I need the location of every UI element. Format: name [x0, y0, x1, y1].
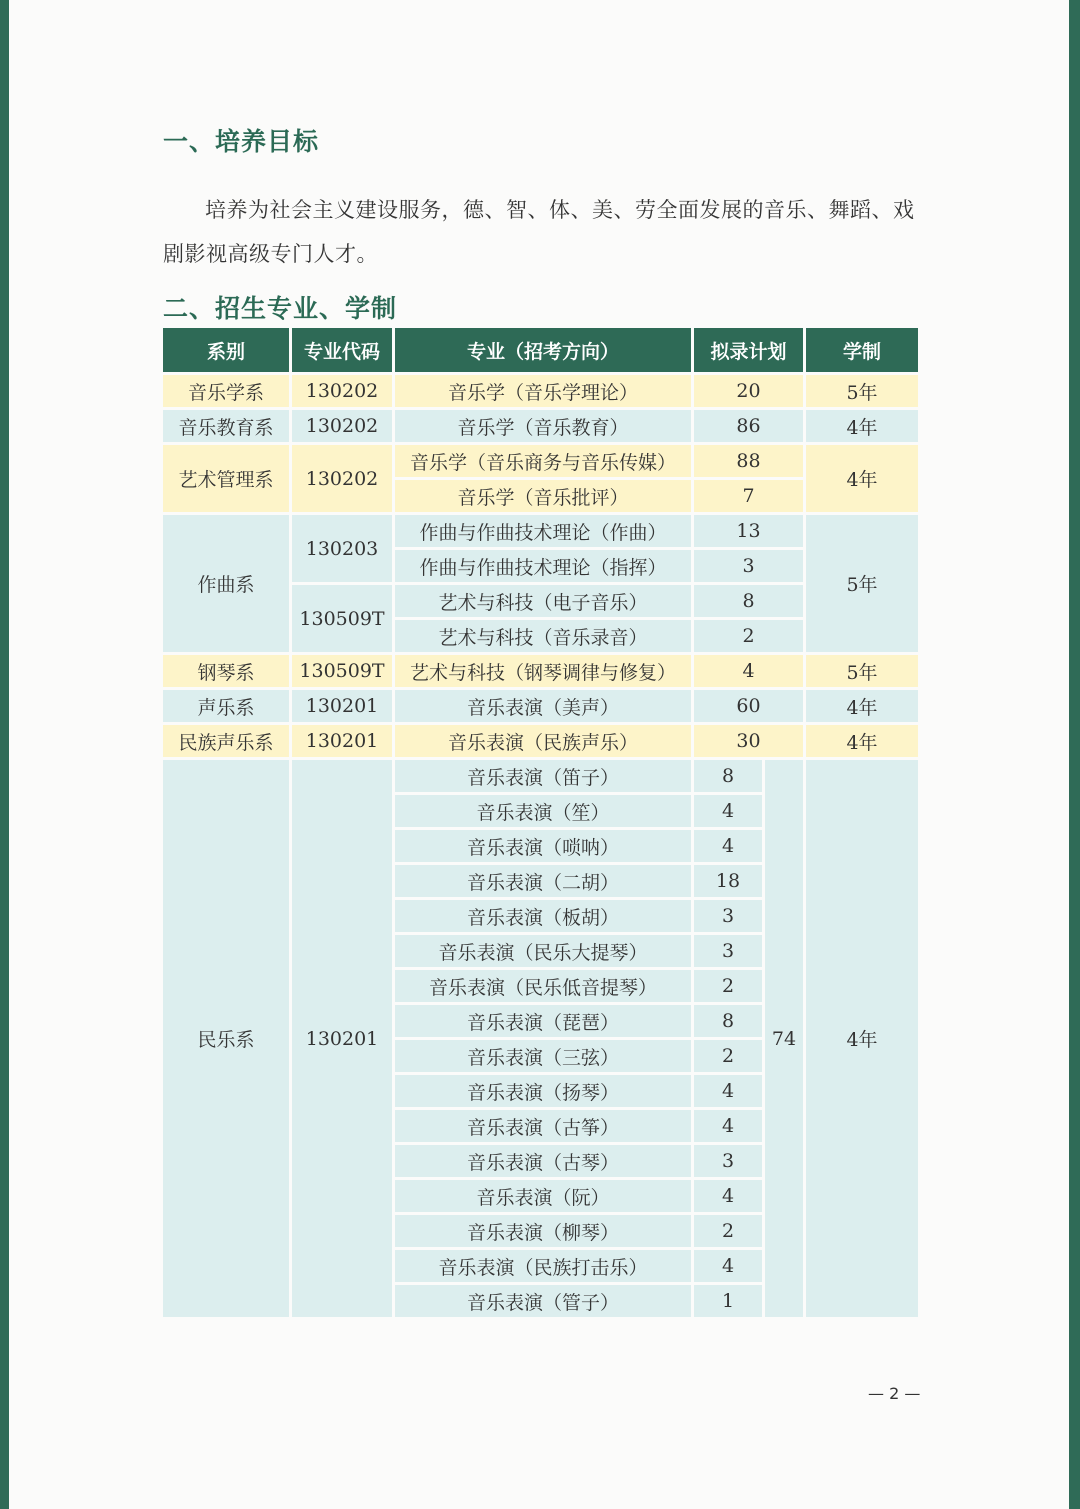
- years-cell: 4年: [806, 760, 918, 1317]
- plan-cell: 1: [694, 1285, 762, 1317]
- dept-cell: 作曲系: [163, 515, 289, 652]
- table-row: [163, 725, 918, 757]
- code-cell: 130202: [292, 375, 392, 407]
- years-cell: 5年: [806, 655, 918, 687]
- table-row: [163, 515, 918, 547]
- code-cell: 130509T: [292, 655, 392, 687]
- section-title-goal: 一、培养目标: [163, 127, 320, 156]
- section-title-majors: 二、招生专业、学制: [163, 294, 398, 323]
- plan-cell: 8: [694, 1005, 762, 1037]
- dept-cell: 民族声乐系: [163, 725, 289, 757]
- major-cell: 音乐表演（笙）: [395, 795, 691, 827]
- years-cell: 5年: [806, 515, 918, 652]
- major-cell: 音乐表演（民乐大提琴）: [395, 935, 691, 967]
- plan-cell: 20: [694, 375, 803, 407]
- plan-cell: 8: [694, 760, 762, 792]
- plan-cell: 2: [694, 1040, 762, 1072]
- plan-cell: 3: [694, 1145, 762, 1177]
- code-cell: 130203: [292, 515, 392, 582]
- header-code: 专业代码: [292, 328, 392, 372]
- major-cell: 音乐表演（古琴）: [395, 1145, 691, 1177]
- plan-total-cell: 74: [765, 760, 803, 1317]
- plan-cell: 3: [694, 900, 762, 932]
- years-cell: 4年: [806, 445, 918, 512]
- major-cell: 作曲与作曲技术理论（指挥）: [395, 550, 691, 582]
- plan-cell: 8: [694, 585, 803, 617]
- plan-cell: 88: [694, 445, 803, 477]
- table-row: [163, 655, 918, 687]
- code-cell: 130202: [292, 410, 392, 442]
- plan-cell: 7: [694, 480, 803, 512]
- plan-cell: 18: [694, 865, 762, 897]
- plan-cell: 86: [694, 410, 803, 442]
- major-cell: 音乐表演（扬琴）: [395, 1075, 691, 1107]
- plan-cell: 3: [694, 550, 803, 582]
- plan-cell: 4: [694, 1110, 762, 1142]
- major-cell: 音乐学（音乐教育）: [395, 410, 691, 442]
- table-header-row: [163, 328, 918, 372]
- major-cell: 音乐表演（三弦）: [395, 1040, 691, 1072]
- code-cell: 130202: [292, 445, 392, 512]
- header-major: 专业（招考方向）: [395, 328, 691, 372]
- major-cell: 音乐表演（管子）: [395, 1285, 691, 1317]
- plan-cell: 3: [694, 935, 762, 967]
- plan-cell: 4: [694, 1250, 762, 1282]
- dept-cell: 音乐教育系: [163, 410, 289, 442]
- plan-cell: 2: [694, 970, 762, 1002]
- major-cell: 音乐表演（琵琶）: [395, 1005, 691, 1037]
- plan-cell: 2: [694, 1215, 762, 1247]
- code-cell: 130201: [292, 760, 392, 1317]
- major-cell: 音乐表演（民乐低音提琴）: [395, 970, 691, 1002]
- header-plan: 拟录计划: [694, 328, 803, 372]
- major-cell: 音乐表演（柳琴）: [395, 1215, 691, 1247]
- dept-cell: 音乐学系: [163, 375, 289, 407]
- table-row: [163, 445, 918, 477]
- major-cell: 艺术与科技（钢琴调律与修复）: [395, 655, 691, 687]
- table-row: [163, 410, 918, 442]
- plan-cell: 60: [694, 690, 803, 722]
- code-cell: 130201: [292, 725, 392, 757]
- major-cell: 音乐表演（美声）: [395, 690, 691, 722]
- major-cell: 艺术与科技（音乐录音）: [395, 620, 691, 652]
- major-cell: 音乐表演（二胡）: [395, 865, 691, 897]
- enrollment-table: [160, 325, 921, 1320]
- major-cell: 音乐表演（民族声乐）: [395, 725, 691, 757]
- plan-cell: 2: [694, 620, 803, 652]
- left-frame-bar: [0, 0, 9, 1509]
- plan-cell: 4: [694, 795, 762, 827]
- dept-cell: 声乐系: [163, 690, 289, 722]
- dept-cell: 艺术管理系: [163, 445, 289, 512]
- years-cell: 5年: [806, 375, 918, 407]
- major-cell: 音乐表演（笛子）: [395, 760, 691, 792]
- plan-cell: 30: [694, 725, 803, 757]
- header-years: 学制: [806, 328, 918, 372]
- major-cell: 音乐学（音乐商务与音乐传媒）: [395, 445, 691, 477]
- major-cell: 艺术与科技（电子音乐）: [395, 585, 691, 617]
- major-cell: 音乐表演（唢呐）: [395, 830, 691, 862]
- code-cell: 130509T: [292, 585, 392, 652]
- years-cell: 4年: [806, 410, 918, 442]
- right-frame-bar: [1069, 0, 1080, 1509]
- major-cell: 作曲与作曲技术理论（作曲）: [395, 515, 691, 547]
- table-row: [163, 375, 918, 407]
- plan-cell: 13: [694, 515, 803, 547]
- table-row: [163, 760, 918, 792]
- plan-cell: 4: [694, 655, 803, 687]
- major-cell: 音乐表演（古筝）: [395, 1110, 691, 1142]
- major-cell: 音乐表演（阮）: [395, 1180, 691, 1212]
- years-cell: 4年: [806, 725, 918, 757]
- major-cell: 音乐表演（民族打击乐）: [395, 1250, 691, 1282]
- years-cell: 4年: [806, 690, 918, 722]
- code-cell: 130201: [292, 690, 392, 722]
- dept-cell: 民乐系: [163, 760, 289, 1317]
- major-cell: 音乐学（音乐批评）: [395, 480, 691, 512]
- plan-cell: 4: [694, 1180, 762, 1212]
- plan-cell: 4: [694, 1075, 762, 1107]
- table-row: [163, 690, 918, 722]
- dept-cell: 钢琴系: [163, 655, 289, 687]
- major-cell: 音乐学（音乐学理论）: [395, 375, 691, 407]
- plan-cell: 4: [694, 830, 762, 862]
- goal-paragraph: 培养为社会主义建设服务，德、智、体、美、劳全面发展的音乐、舞蹈、戏剧影视高级专门人才。: [163, 198, 915, 266]
- header-department: 系别: [163, 328, 289, 372]
- page-number: — 2 —: [868, 1384, 921, 1403]
- major-cell: 音乐表演（板胡）: [395, 900, 691, 932]
